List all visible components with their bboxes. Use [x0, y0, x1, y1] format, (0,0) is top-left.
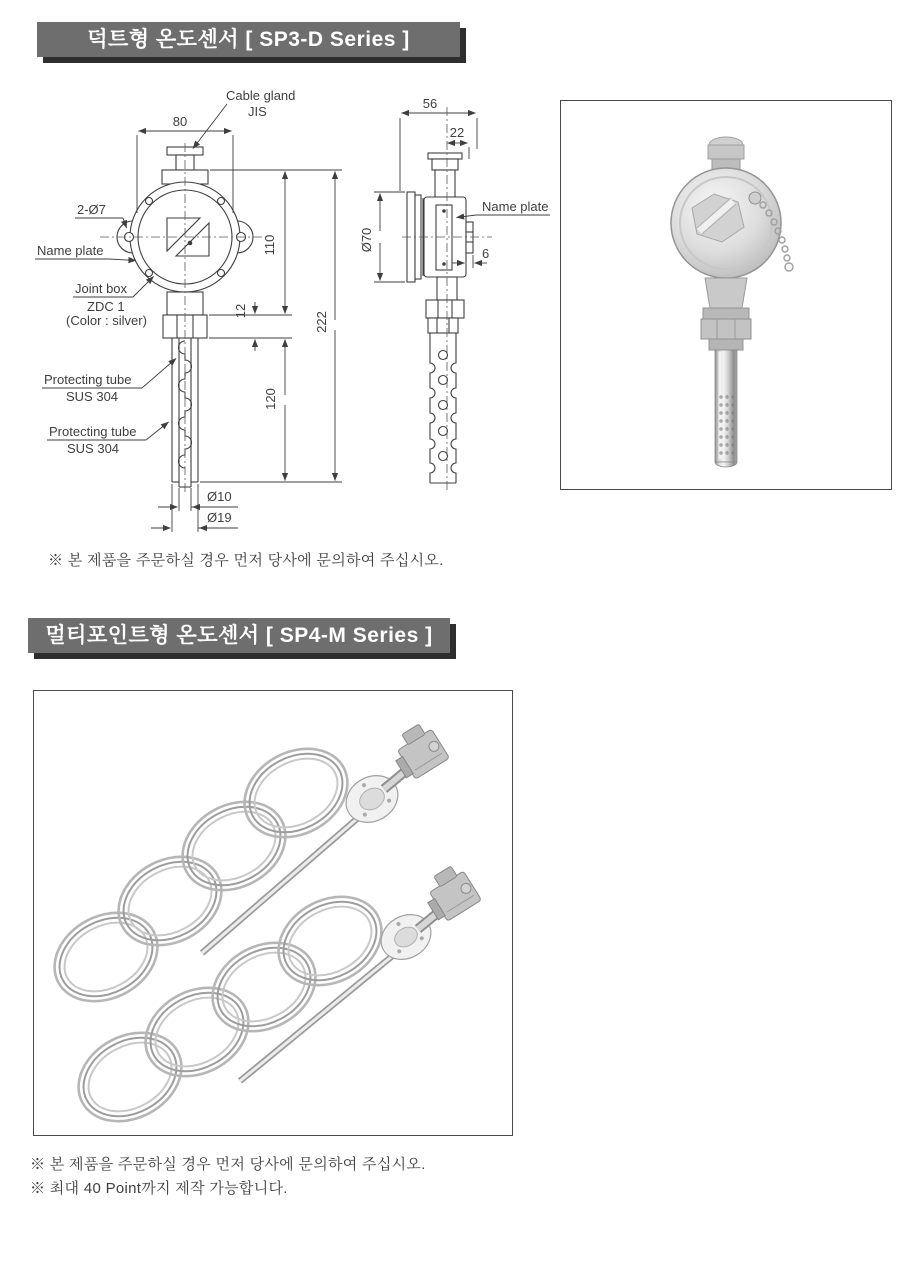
dim-head-height: 110: [262, 234, 277, 256]
multipoint-sensor-lower: [63, 862, 481, 1135]
sensor-photo: [671, 137, 793, 467]
label-protecting-tube-outer: Protecting tube: [49, 424, 137, 439]
label-joint-box-material: ZDC 1: [87, 299, 125, 314]
label-name-plate: Name plate: [37, 243, 104, 258]
hex-nut: [701, 319, 751, 339]
dim-gland-offset: 22: [449, 125, 465, 140]
product-photo-sp4m: [33, 690, 513, 1136]
dim-plate-gap: 6: [482, 246, 490, 261]
name-plate-side: [436, 205, 452, 270]
technical-drawing: [30, 85, 550, 555]
sp3d-photo-art: [561, 101, 891, 489]
section2-title: 멀티포인트형 온도센서 [ SP4-M Series ]: [45, 624, 433, 647]
dim-depth: 56: [422, 96, 438, 111]
label-cable-gland: Cable gland: [226, 88, 296, 103]
cover-screw: [749, 192, 761, 204]
section2-note-2: ※ 최대 40 Point까지 제작 가능합니다.: [30, 1180, 288, 1197]
label-jis: JIS: [248, 104, 267, 119]
label-protecting-tube-inner: Protecting tube: [44, 372, 132, 387]
label-mount-holes: 2-Ø7: [77, 202, 106, 217]
multipoint-sensor-upper: [39, 720, 449, 1019]
side-view-body: [407, 153, 473, 483]
perforated-tube-left-edge: [430, 333, 435, 483]
section2-title-bar: [28, 618, 450, 653]
dim-flange-dia: Ø70: [359, 227, 374, 253]
perforated-tube-right-edge: [451, 333, 456, 483]
dim-outer-dia: Ø19: [207, 510, 232, 525]
label-joint-box: Joint box: [75, 281, 128, 296]
dim-mount-width: 80: [172, 114, 188, 129]
label-name-plate-side: Name plate: [482, 199, 549, 214]
section2-note-1: ※ 본 제품을 주문하실 경우 먼저 당사에 문의하여 주십시오.: [30, 1156, 426, 1173]
front-view: [35, 88, 342, 532]
section1-note: ※ 본 제품을 주문하실 경우 먼저 당사에 문의하여 주십시오.: [48, 552, 444, 569]
dim-inner-dia: Ø10: [207, 489, 232, 504]
section1-title: 덕트형 온도센서 [ SP3-D Series ]: [87, 28, 410, 51]
dim-nipple-height: 12: [233, 303, 248, 319]
product-photo-sp3d: [560, 100, 892, 490]
label-protecting-tube-inner-material: SUS 304: [66, 389, 119, 404]
section1-title-bar: [37, 22, 460, 57]
dim-total-height: 222: [314, 311, 329, 333]
side-view: [359, 96, 550, 493]
label-joint-box-color: (Color : silver): [66, 313, 147, 328]
label-protecting-tube-outer-material: SUS 304: [67, 441, 120, 456]
dim-tube-length: 120: [263, 388, 278, 410]
sp4m-photo-art: [34, 691, 512, 1135]
